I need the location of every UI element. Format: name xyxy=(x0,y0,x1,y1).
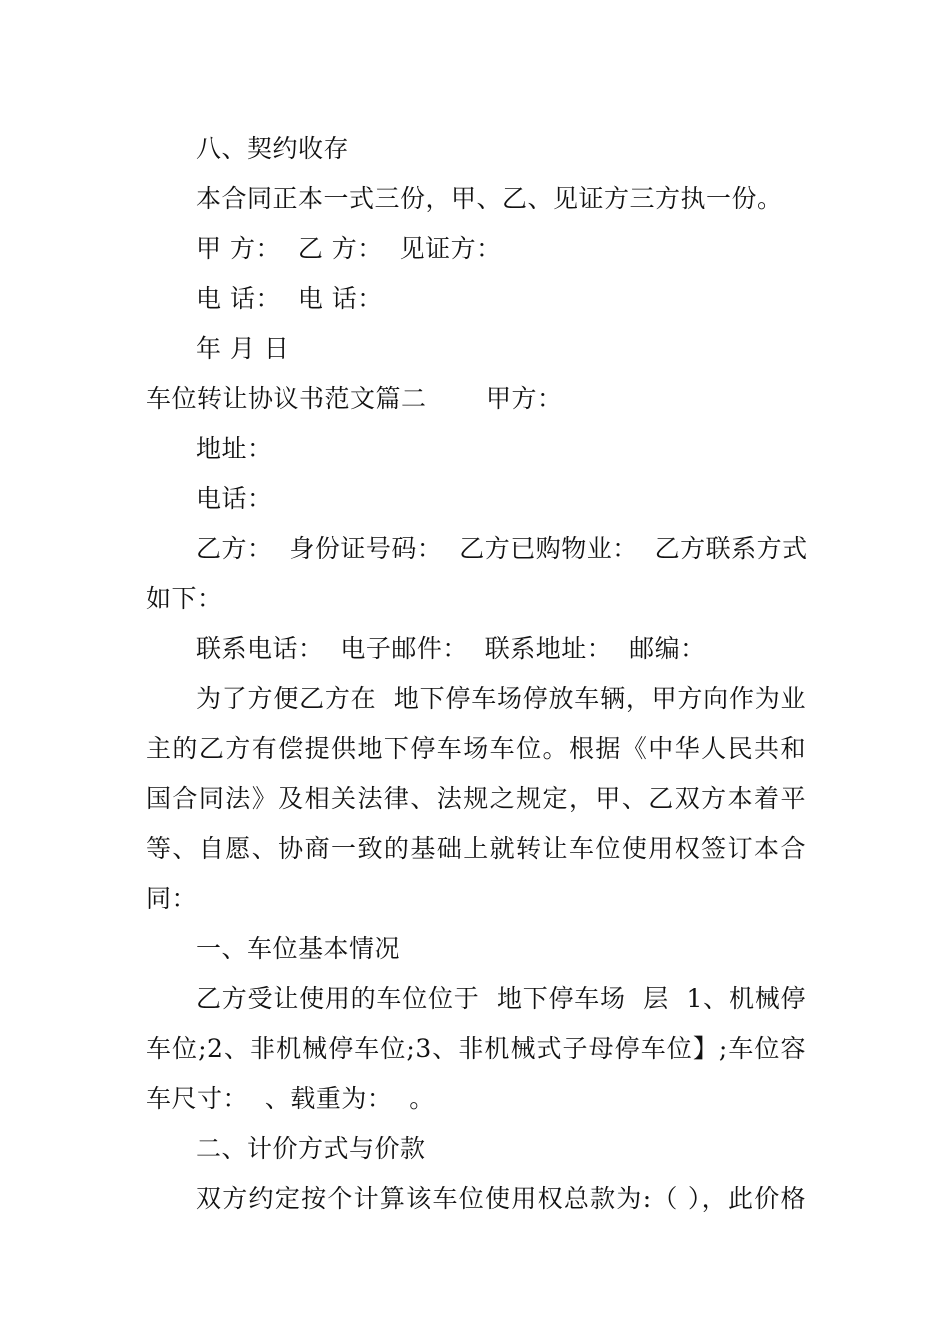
document-title-part-two: 车位转让协议书范文篇二 甲方： xyxy=(146,384,563,413)
telephone-line: 电话： xyxy=(196,484,273,513)
paragraph-line: 本合同正本一式三份，甲、乙、见证方三方执一份。 xyxy=(196,184,783,213)
phone-line: 电 话： 电 话： xyxy=(196,284,383,313)
paragraph-line: 等、自愿、协商一致的基础上就转让车位使用权签订本合 xyxy=(146,834,806,863)
contact-info-line: 联系电话： 电子邮件： 联系地址： 邮编： xyxy=(196,634,706,663)
paragraph-line: 车尺寸： 、载重为： 。 xyxy=(146,1084,435,1113)
section-heading-contract-storage: 八、契约收存 xyxy=(196,134,350,163)
section-heading-pricing: 二、计价方式与价款 xyxy=(196,1134,426,1163)
signature-parties-line: 甲 方： 乙 方： 见证方： xyxy=(196,234,502,263)
paragraph-line: 双方约定按个计算该车位使用权总款为:（ ），此价格 xyxy=(196,1184,806,1213)
paragraph-line: 乙方受让使用的车位位于 地下停车场 层 1、机械停 xyxy=(196,984,806,1013)
party-b-info-line: 乙方： 身份证号码： 乙方已购物业： 乙方联系方式 xyxy=(196,534,808,563)
paragraph-line: 国合同法》及相关法律、法规之规定，甲、乙双方本着平 xyxy=(146,784,806,813)
paragraph-line: 主的乙方有偿提供地下停车场车位。根据《中华人民共和 xyxy=(146,734,806,763)
paragraph-line: 车位;2、非机械停车位;3、非机械式子母停车位】;车位容 xyxy=(146,1034,806,1063)
section-heading-parking-basics: 一、车位基本情况 xyxy=(196,934,401,963)
paragraph-line: 如下： xyxy=(146,584,223,613)
paragraph-line: 同： xyxy=(146,884,198,913)
address-line: 地址： xyxy=(196,434,273,463)
date-line: 年 月 日 xyxy=(196,334,290,363)
paragraph-line: 为了方便乙方在 地下停车场停放车辆，甲方向作为业 xyxy=(196,684,806,713)
